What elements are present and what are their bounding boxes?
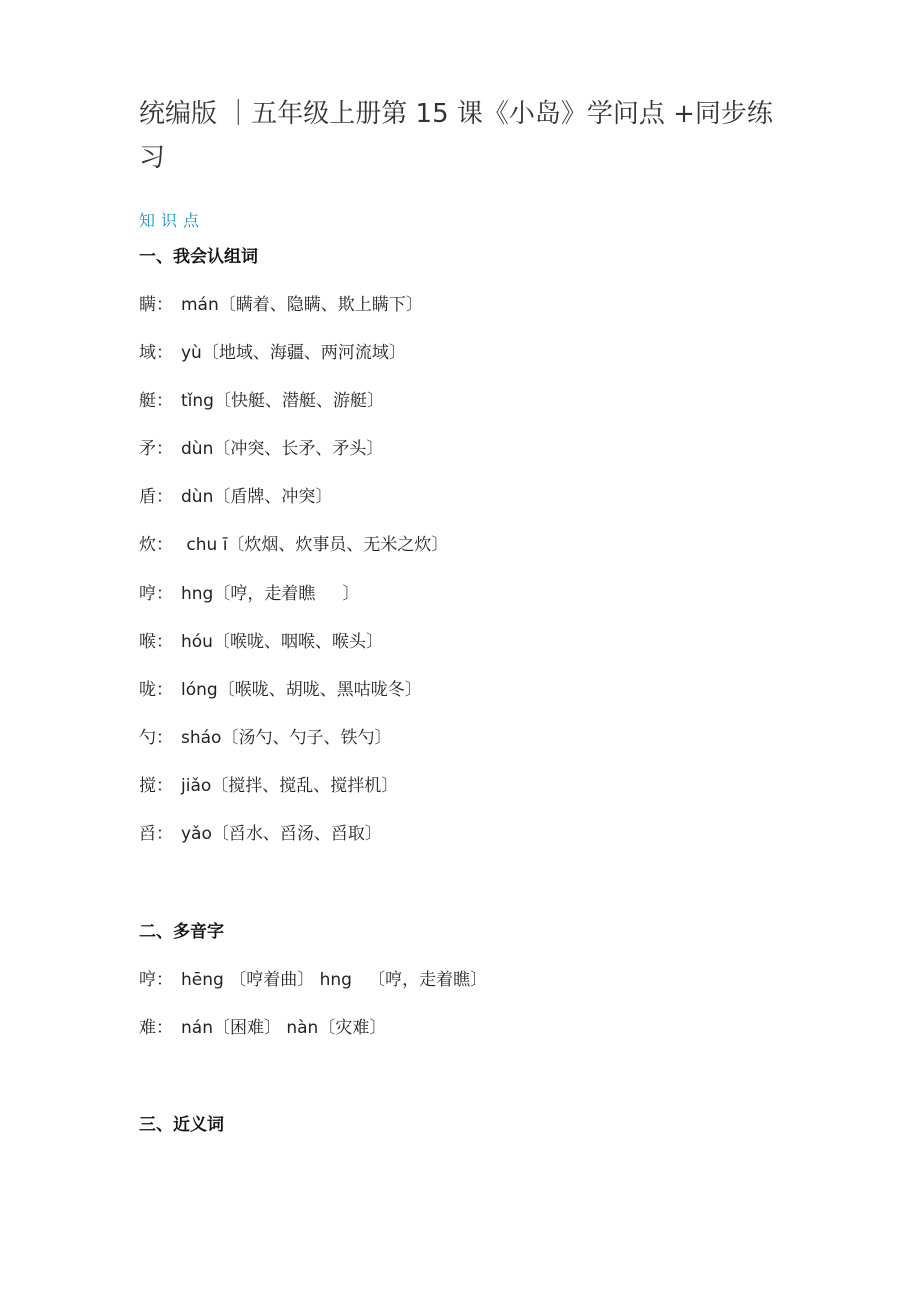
vocab-entry (139, 386, 384, 411)
vocab-char: 哼： (139, 584, 173, 604)
document-title: 统编版 ｜五年级上册第 15 课《小岛》学问点 +同步练习 (139, 99, 773, 173)
vocab-char: 艇： (139, 391, 173, 411)
vocab-text: yù〔地域、海疆、两河流域〕 (181, 343, 406, 363)
vocab-char: 喉： (139, 632, 173, 652)
polyphone-char: 哼： (139, 970, 173, 990)
vocab-entry (139, 771, 398, 796)
vocab-entry (139, 290, 423, 315)
vocab-text: jiǎo〔搅拌、搅乱、搅拌机〕 (181, 776, 399, 796)
vocab-entry (139, 819, 382, 844)
polyphone-char: 难： (139, 1018, 173, 1038)
vocab-char: 舀： (139, 824, 173, 844)
polyphone-text: nán〔困难〕 nàn〔灾难〕 (181, 1018, 387, 1038)
vocab-text: lóng〔喉咙、胡咙、黑咕咙冬〕 (181, 680, 422, 700)
polyphone-text: hēng 〔哼着曲〕 hng 〔哼，走着瞧〕 (181, 970, 488, 990)
vocab-char: 瞒： (139, 295, 173, 315)
vocab-text: hng〔哼，走着瞧 〕 (181, 584, 360, 604)
section-heading: 二、多音字 (139, 922, 224, 942)
section-kicker: 知识点 (139, 211, 206, 230)
vocab-entry (139, 338, 406, 363)
vocab-text: dùn〔冲突、长矛、矛头〕 (181, 439, 384, 459)
section-heading: 一、我会认组词 (139, 247, 258, 267)
vocab-entry (139, 530, 448, 555)
vocab-entry (139, 482, 332, 507)
vocab-char: 域： (139, 343, 173, 363)
vocab-entry (139, 675, 422, 700)
vocab-entry (139, 627, 383, 652)
vocab-text: hóu〔喉咙、咽喉、喉头〕 (181, 632, 383, 652)
vocab-char: 盾： (139, 487, 173, 507)
vocab-text: chu ī〔炊烟、炊事员、无米之炊〕 (181, 535, 449, 555)
vocab-text: tǐng〔快艇、潜艇、游艇〕 (181, 391, 384, 411)
vocab-text: mán〔瞒着、隐瞒、欺上瞒下〕 (181, 295, 423, 315)
vocab-char: 矛： (139, 439, 173, 459)
vocab-text: sháo〔汤勺、勺子、铁勺〕 (181, 728, 392, 748)
vocab-entry (139, 723, 391, 748)
polyphone-entry (139, 965, 487, 990)
vocab-char: 咙： (139, 680, 173, 700)
vocab-text: dùn〔盾牌、冲突〕 (181, 487, 333, 507)
vocab-char: 勺： (139, 728, 173, 748)
vocab-entry (139, 579, 359, 604)
vocab-char: 炊： (139, 535, 173, 555)
section-heading: 三、近义词 (139, 1115, 224, 1135)
polyphone-entry (139, 1013, 386, 1038)
vocab-text: yǎo〔舀水、舀汤、舀取〕 (181, 824, 382, 844)
vocab-entry (139, 434, 383, 459)
vocab-char: 搅： (139, 776, 173, 796)
